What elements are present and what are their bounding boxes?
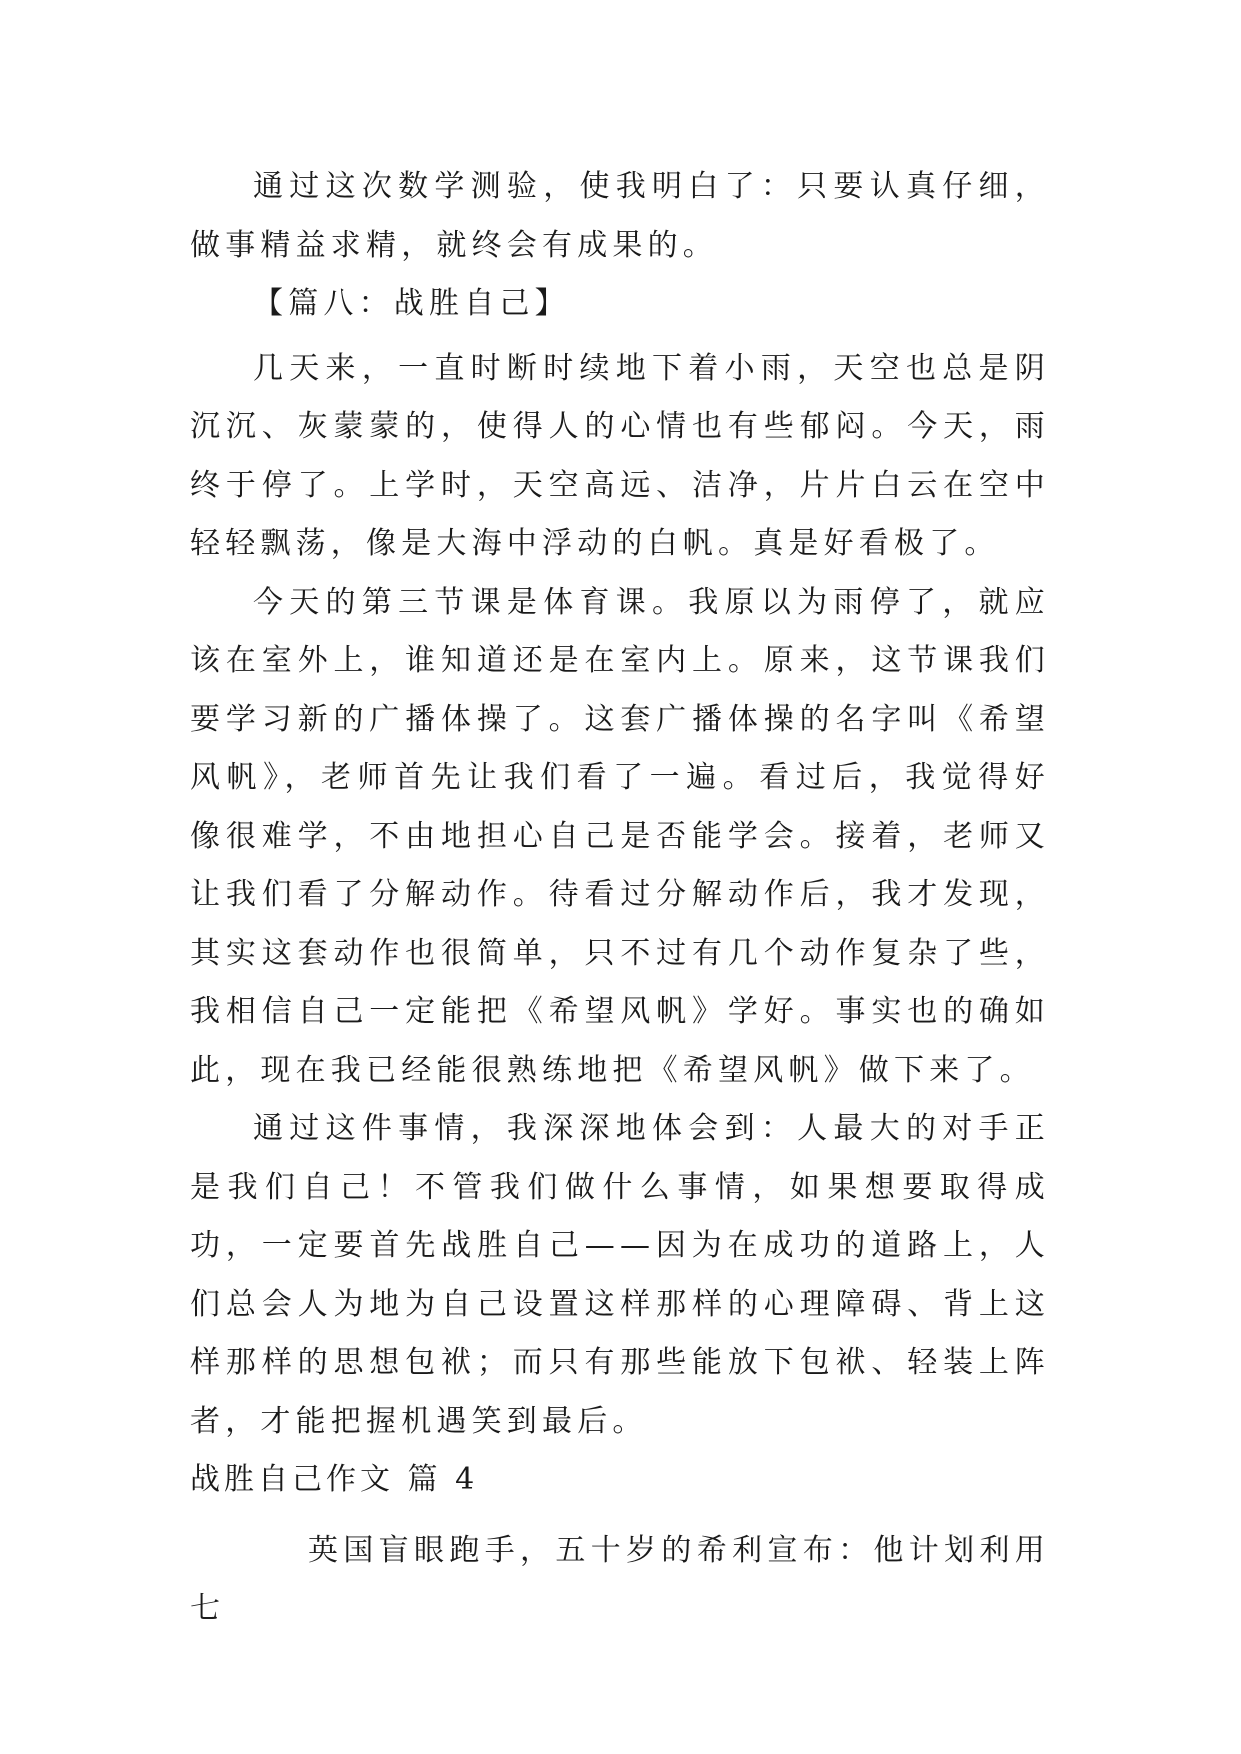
paragraph-pe-class: 今天的第三节课是体育课。我原以为雨停了，就应该在室外上，谁知道还是在室内上。原来，这节课我们要学习新的广播体操了。这套广播体操的名字叫《希望风帆》，老师首先让我们看了一遍。看过后，我觉得好像很难学，不由地担心自己是否能学会。接着，老师又让我们看了分解动作。待看过分解动作后，我才发现，其实这套动作也很简单，只不过有几个动作复杂了些，我相信自己一定能把《希望风帆》学好。事实也的确如此，现在我已经能很熟练地把《希望风帆》做下来了。 [190,584,1050,1088]
paragraph-lesson: 通过这件事情，我深深地体会到：人最大的对手正是我们自己！不管我们做什么事情，如果想要取得成功，一定要首先战胜自己——因为在成功的道路上，人们总会人为地为自己设置这样那样的心理障碍、背上这样那样的思想包袱；而只有那些能放下包袱、轻装上阵者，才能把握机遇笑到最后。 [190,1111,1050,1439]
paragraph-conclusion: 通过这次数学测验，使我明白了：只要认真仔细，做事精益求精，就终会有成果的。 [190,169,1050,263]
essay-heading: 战胜自己作文 篇 4 [190,1462,479,1497]
chapter-title: 【篇八：战胜自己】 [253,286,570,321]
paragraph-weather: 几天来，一直时断时续地下着小雨，天空也总是阴沉沉、灰蒙蒙的，使得人的心情也有些郁闷。今天，雨终于停了。上学时，天空高远、洁净，片片白云在空中轻轻飘荡，像是大海中浮动的白帆。真是好看极了。 [190,350,1050,561]
document-body [190,158,1050,1639]
paragraph-essay-start: 英国盲眼跑手，五十岁的希利宣布：他计划利用七 [190,1532,1050,1626]
